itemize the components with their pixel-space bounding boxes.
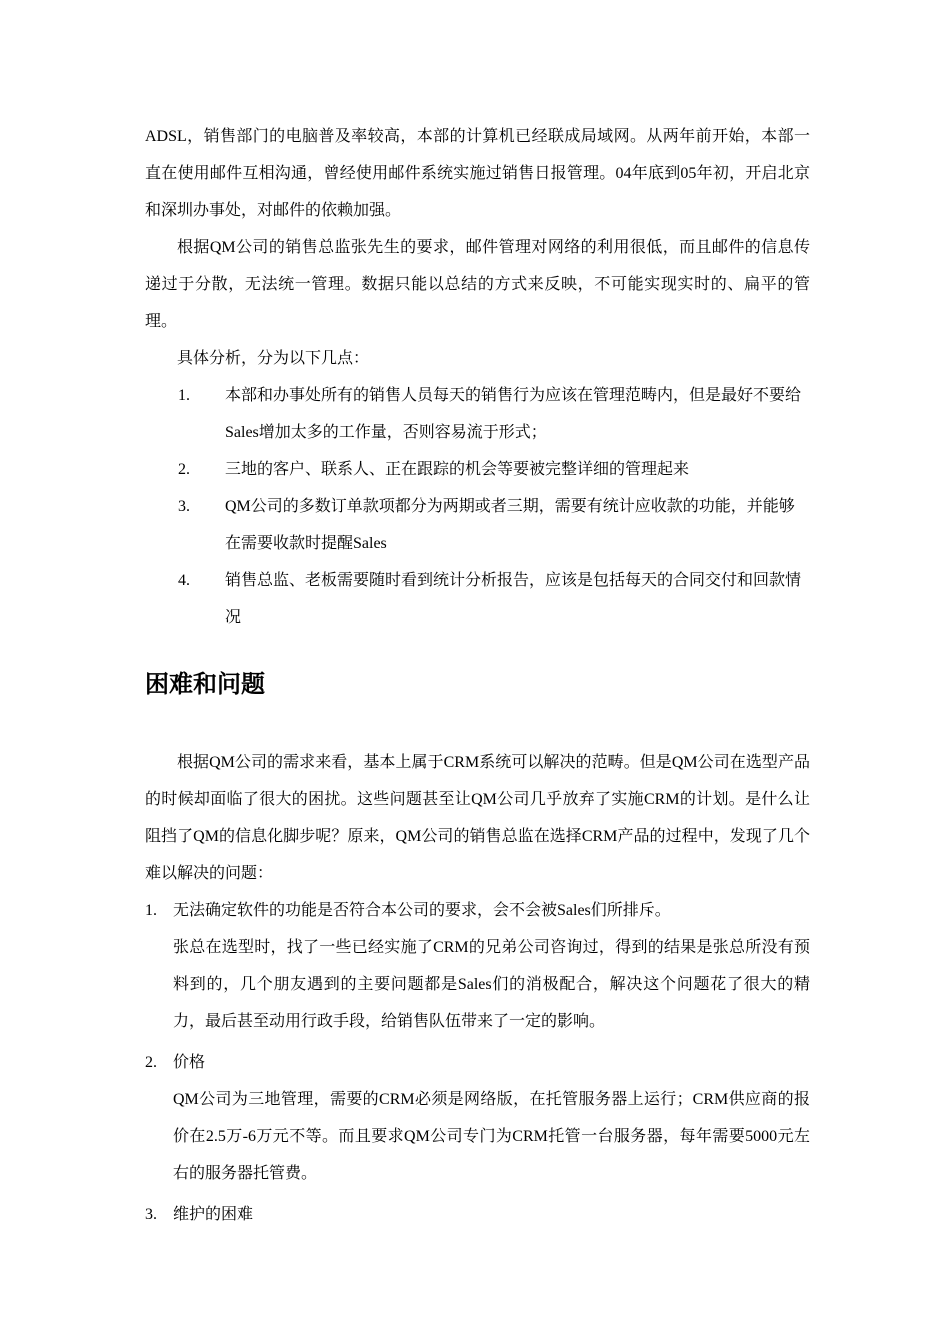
document-page [145, 118, 810, 1233]
list-item-number: 1. [178, 387, 190, 404]
list-item-number: 3. [178, 498, 190, 515]
section-heading: 困难和问题 [145, 670, 265, 698]
list-item [145, 488, 810, 562]
intro-paragraph-3: 具体分析，分为以下几点： [177, 350, 370, 367]
list-item-text: 三地的客户、联系人、正在跟踪的机会等要被完整详细的管理起来 [225, 461, 690, 478]
list-item [145, 451, 810, 488]
intro-paragraph-1: ADSL，销售部门的电脑普及率较高，本部的计算机已经联成局域网。从两年前开始，本部一直在使用邮件互相沟通，曾经使用邮件系统实施过销售日报管理。04年底到05年初，开启北京和深圳办事处，对邮件的依赖加强。 [145, 128, 810, 219]
problem-number: 3. [145, 1206, 157, 1223]
problem-item [145, 892, 810, 929]
problem-detail: 张总在选型时，找了一些已经实施了CRM的兄弟公司咨询过，得到的结果是张总所没有预料到的，几个朋友遇到的主要问题都是Sales们的消极配合，解决这个问题花了很大的精力，最后甚至动用行政手段，给销售队伍带来了一定的影响。 [173, 939, 810, 1030]
list-item [145, 377, 810, 451]
problem-list [145, 892, 810, 929]
problem-title: 维护的困难 [173, 1206, 254, 1223]
problem-title: 无法确定软件的功能是否符合本公司的要求，会不会被Sales们所排斥。 [173, 902, 671, 919]
list-item-text: QM公司的多数订单款项都分为两期或者三期，需要有统计应收款的功能，并能够在需要收款时提醒Sales [225, 498, 795, 552]
problem-number: 2. [145, 1054, 157, 1071]
intro-paragraph-2: 根据QM公司的销售总监张先生的要求，邮件管理对网络的利用很低，而且邮件的信息传递过于分散，无法统一管理。数据只能以总结的方式来反映，不可能实现实时的、扁平的管理。 [145, 239, 810, 330]
list-item-text: 销售总监、老板需要随时看到统计分析报告，应该是包括每天的合同交付和回款情况 [225, 572, 802, 626]
analysis-list [145, 377, 810, 636]
list-item-number: 4. [178, 572, 190, 589]
problem-list [145, 1044, 810, 1081]
list-item-text: 本部和办事处所有的销售人员每天的销售行为应该在管理范畴内，但是最好不要给Sales增加太多的工作量，否则容易流于形式； [225, 387, 802, 441]
section-paragraph: 根据QM公司的需求来看，基本上属于CRM系统可以解决的范畴。但是QM公司在选型产品的时候却面临了很大的困扰。这些问题甚至让QM公司几乎放弃了实施CRM的计划。是什么让阻挡了QM的信息化脚步呢？原来，QM公司的销售总监在选择CRM产品的过程中，发现了几个难以解决的问题： [145, 754, 810, 882]
problem-title: 价格 [173, 1054, 206, 1071]
problem-detail: QM公司为三地管理，需要的CRM必须是网络版，在托管服务器上运行；CRM供应商的报价在2.5万-6万元不等。而且要求QM公司专门为CRM托管一台服务器，每年需要5000元左右的服务器托管费。 [173, 1091, 810, 1182]
problem-item [145, 1196, 810, 1233]
problem-number: 1. [145, 902, 157, 919]
list-item [145, 562, 810, 636]
problem-item [145, 1044, 810, 1081]
problem-list [145, 1196, 810, 1233]
list-item-number: 2. [178, 461, 190, 478]
